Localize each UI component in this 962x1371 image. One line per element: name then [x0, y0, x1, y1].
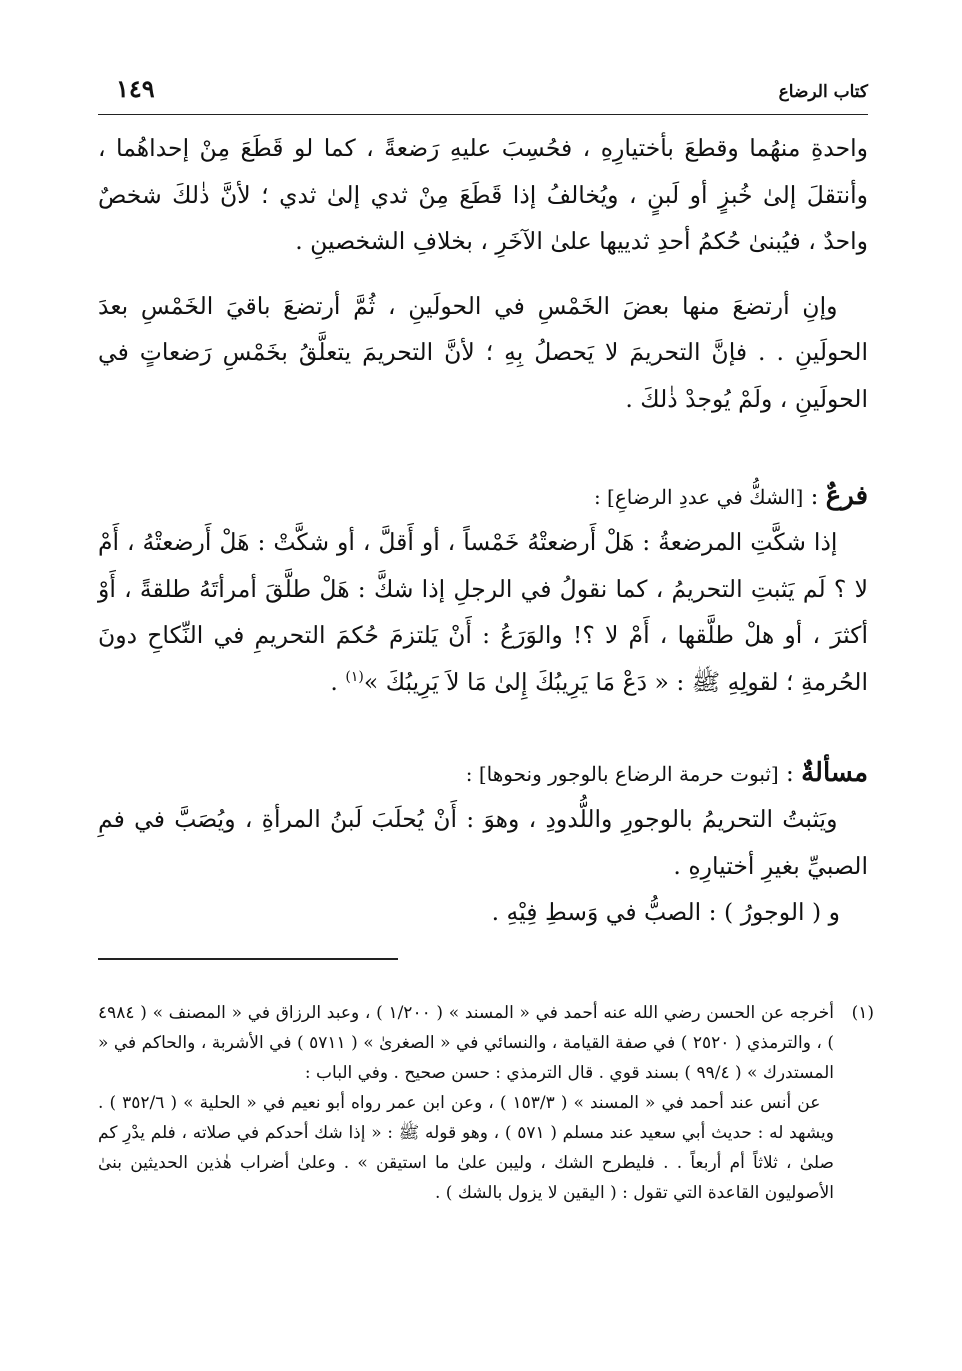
footnote-paragraph-1: أخرجه عن الحسن رضي الله عنه أحمد في « المسند » ( ١/٢٠٠ ) ، وعبد الرزاق في « المصنف » ( ٤٩٨٤ ) ، والترمذي ( ٢٥٢٠ ) في صفة القيامة ، والنسائي في « الصغرىٰ » ( ٥٧١١ ) في الأشربة ، والحاكم في « المستدرك » ( ٩٩/٤ ) بسند قوي . قال الترمذي : حسن صحيح . وفي الباب :	[98, 1002, 834, 1083]
section-label: مسألةٌ	[801, 758, 868, 788]
paragraph-2: وإنِ أرتضعَ منها بعضَ الخَمْسِ في الحولَينِ ، ثُمَّ أرتضعَ باقيَ الخَمْسِ بعدَ الحولَينِ . . فإنَّ التحريمَ لا يَحصلُ بِهِ ؛ لأنَّ التحريمَ يتعلَّقُ بخَمْسِ رَضعاتٍ في الحولَينِ ، ولَمْ يُوجدْ ذٰلكَ .	[98, 291, 868, 413]
footnotes	[98, 998, 874, 1208]
section-issue	[98, 751, 868, 936]
section-text-end: .	[330, 667, 346, 696]
footnote-marker: (١)	[851, 1002, 874, 1023]
section-subtitle: [ثبوت حرمة الرضاع بالوجور ونحوها] :	[465, 762, 779, 786]
heading-separator: :	[778, 761, 802, 787]
footnote-paragraph-2: عن أنس عند أحمد في « المسند » ( ١٥٣/٣ ) ، وعن ابن عمر رواه أبو نعيم في « الحلية » ( ٣٥٢/٦ ) . ويشهد له : حديث أبي سعيد عند مسلم ( ٥٧١ ) ، وهو قوله ﷺ : « إذا شك أحدكم في صلاته ، فلم يدْرِ كم صلىٰ ، ثلاثاً أم أربعاً . . فليطرح الشك ، وليبن علىٰ ما استيقن » . وعلىٰ أضراب هٰذين الحديثين بنىٰ الأصوليون القاعدة التي تقول : ( اليقين لا يزول بالشك ) .	[98, 1092, 834, 1203]
footnote-divider	[98, 958, 398, 960]
section-paragraph: ويَثبتُ التحريمُ بالوجورِ واللُّدودِ ، وهوَ : أَنْ يُحلَبَ لَبنُ المرأةِ ، ويُصَبَّ في فمِ الصبيِّ بغيرِ أختيارِهِ .	[98, 805, 868, 880]
section-branch	[98, 474, 868, 705]
section-label: فرعٌ	[825, 481, 868, 511]
section-heading	[98, 751, 868, 796]
page-header	[98, 70, 868, 115]
running-title: كتاب الرضاع	[778, 82, 868, 102]
paragraph-1: واحدةِ منهُما وقطعَ بأختيارِهِ ، فحُسِبَ عليهِ رَضعةً ، كما لو قَطَعَ مِنْ إحداهُما ، وأنتقلَ إلىٰ خُبزٍ أو لَبنٍ ، ويُخالفُ إذا قَطَعَ مِنْ ثدي إلىٰ ثدي ؛ لأنَّ ذٰلكَ شخصٌ واحدٌ ، فيُبنىٰ حُكمُ أحدِ ثدييها علىٰ الآخَرِ ، بخلافِ الشخصينِ .	[98, 134, 868, 255]
page-number: ١٤٩	[116, 74, 155, 103]
section-paragraph	[98, 519, 868, 705]
heading-separator: :	[803, 484, 826, 510]
footnote-reference[interactable]: (١)	[345, 668, 364, 685]
section-text: إذا شكَّتِ المرضعةُ : هَلْ أَرضعتْهُ خَمْساً ، أو أَقلَّ ، أو شكَّتْ : هَلْ أَرضعتْهُ ، أَمْ لا ؟ لَم يَثبتِ التحريمُ ، كما نقولُ في الرجلِ إذا شكَّ : هَلْ طلَّقَ أمرأتَهُ طلقةً ، أَوْ أكثرَ ، أو هلْ طلَّقها ، أَمْ لا ؟! والوَرَعُ : أَنْ يَلتزمَ حُكمَ التحريمِ في النِّكاحِ دونَ الحُرمةِ ؛ لقولِهِ ﷺ : « دَعْ مَا يَرِيبُكَ إِلىٰ مَا لاَ يَرِيبُكَ »	[98, 528, 868, 696]
section-heading	[98, 474, 868, 519]
definition-paragraph: و ( الوجورُ ) : الصبُّ في وَسطِ فِيْهِ .	[491, 898, 840, 926]
section-subtitle: [الشكُّ في عددِ الرضاعِ] :	[593, 485, 804, 509]
book-page	[98, 70, 874, 1341]
